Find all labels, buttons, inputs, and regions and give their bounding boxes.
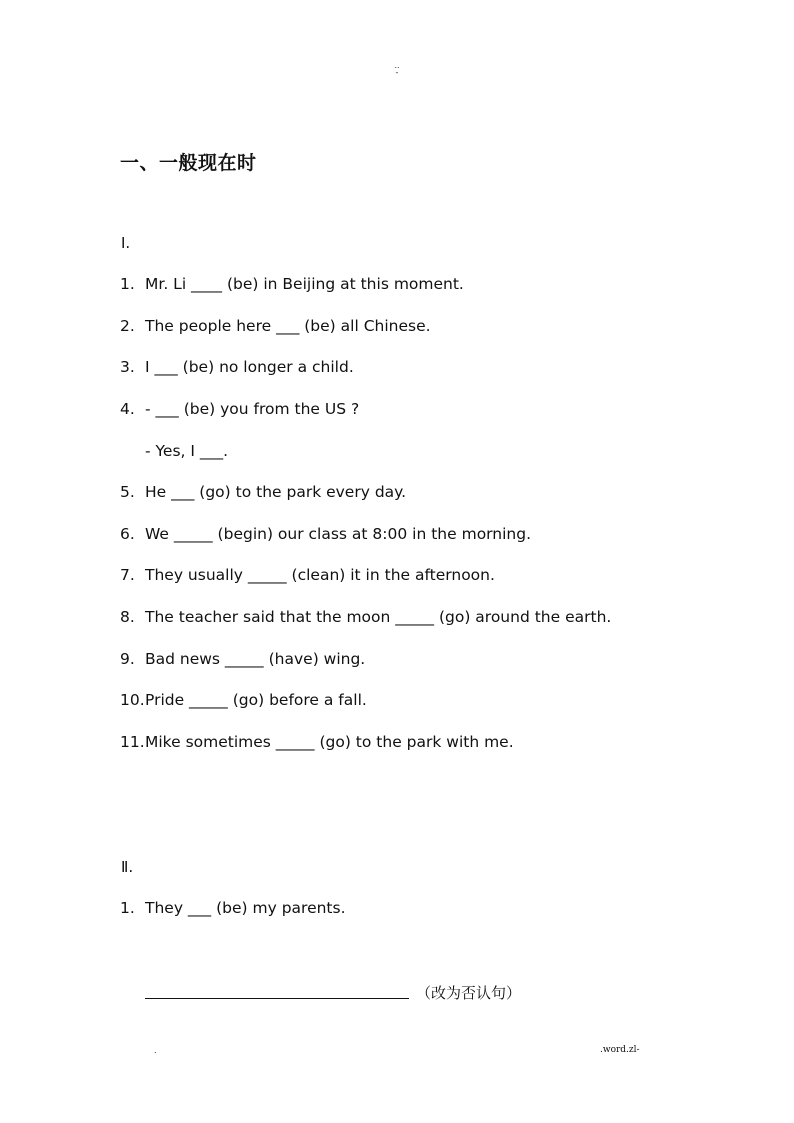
question-item [120, 649, 365, 669]
question-item [120, 316, 431, 336]
question-number: 5. [120, 483, 135, 501]
question-number: 1. [120, 899, 135, 917]
question-text: Pride _____ (go) before a fall. [145, 691, 367, 709]
question-item [120, 357, 354, 377]
question-text: Mr. Li ____ (be) in Beijing at this moment. [145, 275, 464, 293]
header-mark [390, 62, 404, 76]
question-item [120, 690, 367, 710]
question-text: He ___ (go) to the park every day. [145, 483, 407, 501]
question-number: 10. [120, 691, 145, 709]
question-item [120, 482, 406, 502]
question-text: I ___ (be) no longer a child. [145, 358, 354, 376]
header-mark-dots: .. [394, 61, 400, 70]
question-number: 7. [120, 566, 135, 584]
question-number: 2. [120, 317, 135, 335]
question-item [120, 274, 464, 294]
question-number: 11. [120, 733, 145, 751]
question-item-continuation [120, 441, 228, 461]
question-item [120, 399, 359, 419]
question-item [120, 898, 346, 918]
question-text: The teacher said that the moon _____ (go) around the earth. [145, 608, 612, 626]
question-item [120, 732, 514, 752]
header-mark-dash: - [395, 68, 399, 77]
question-text: They usually _____ (clean) it in the afternoon. [145, 566, 495, 584]
question-text: We _____ (begin) our class at 8:00 in the morning. [145, 525, 531, 543]
question-text: Bad news _____ (have) wing. [145, 650, 366, 668]
answer-instruction: （改为否认句） [416, 984, 522, 1002]
footer-left-mark: . [154, 1046, 157, 1055]
question-number: 9. [120, 650, 135, 668]
question-text: The people here ___ (be) all Chinese. [145, 317, 431, 335]
section-title: 一、一般现在时 [120, 152, 257, 174]
question-text: They ___ (be) my parents. [145, 899, 346, 917]
question-text: Mike sometimes _____ (go) to the park with me. [145, 733, 514, 751]
question-number: 6. [120, 525, 135, 543]
part-one-label: Ⅰ. [121, 234, 131, 252]
question-text: - Yes, I ___. [145, 442, 229, 460]
question-text: - ___ (be) you from the US ? [145, 400, 360, 418]
part-two-label: Ⅱ. [121, 858, 134, 876]
question-number: 4. [120, 400, 135, 418]
footer-right-mark: .word.zl- [600, 1045, 640, 1055]
question-number: 8. [120, 608, 135, 626]
question-number: 3. [120, 358, 135, 376]
question-item [120, 524, 531, 544]
question-number: 1. [120, 275, 135, 293]
question-item [120, 607, 611, 627]
question-item [120, 565, 495, 585]
answer-blank-line [145, 998, 409, 999]
